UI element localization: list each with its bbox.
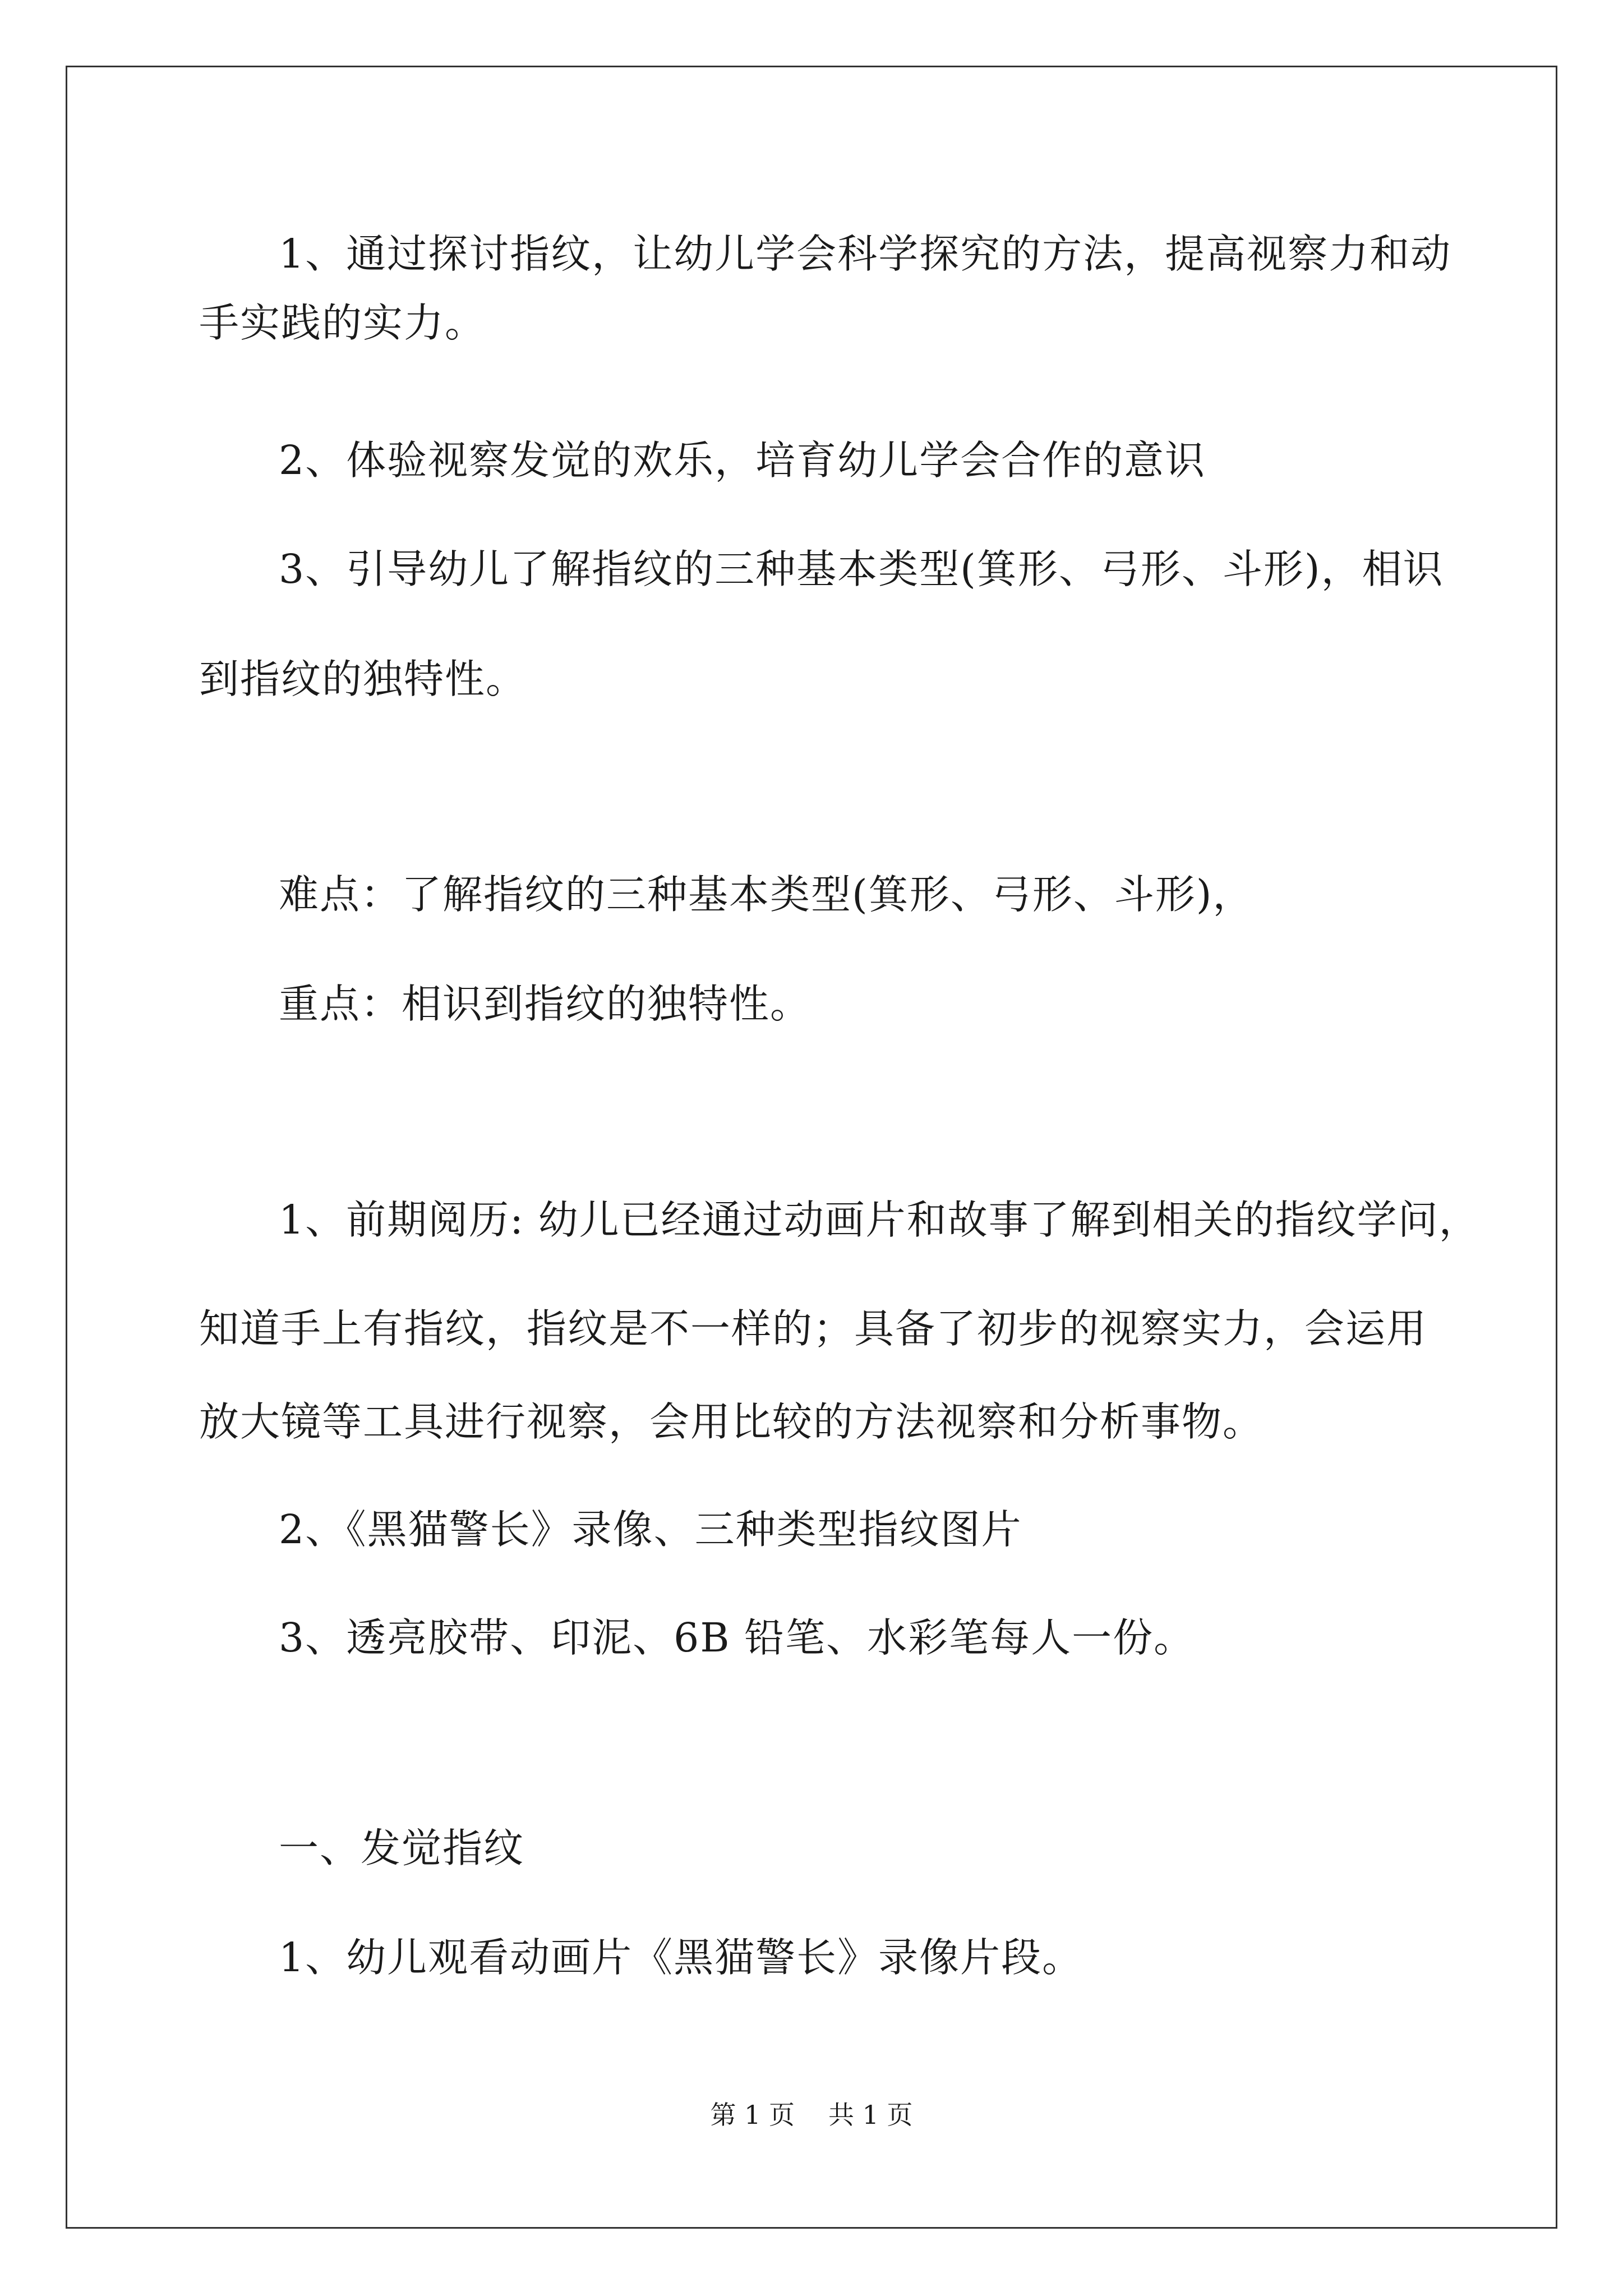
- goal-item-1-line-1: 1、通过探讨指纹，让幼儿学会科学探究的方法，提高视察力和动: [279, 231, 1452, 277]
- process-step-1: 1、幼儿观看动画片《黑猫警长》录像片段。: [279, 1934, 1083, 1981]
- preparation-item-3: 3、透亮胶带、印泥、6B 铅笔、水彩笔每人一份。: [279, 1614, 1195, 1661]
- section-title-discover-fingerprints: 一、发觉指纹: [279, 1825, 525, 1871]
- page-border: [66, 66, 1557, 2229]
- preparation-item-1-line-1: 1、前期阅历: 幼儿已经通过动画片和故事了解到相关的指纹学问，: [279, 1197, 1480, 1243]
- page-total: 共 1 页: [828, 2100, 913, 2130]
- goal-item-2: 2、体验视察发觉的欢乐，培育幼儿学会合作的意识: [279, 437, 1206, 484]
- preparation-item-1-line-3: 放大镜等工具进行视察，会用比较的方法视察和分析事物。: [199, 1398, 1264, 1445]
- goal-item-3-line-2: 到指纹的独特性。: [199, 656, 527, 702]
- page-footer: [0, 2098, 1623, 2132]
- goal-item-1-line-2: 手实践的实力。: [199, 300, 486, 346]
- difficulty-point: 难点：了解指纹的三种基本类型(箕形、弓形、斗形)，: [279, 871, 1254, 918]
- page-number: 第 1 页: [710, 2100, 795, 2130]
- preparation-item-1-line-2: 知道手上有指纹，指纹是不一样的；具备了初步的视察实力，会运用: [199, 1305, 1428, 1352]
- preparation-item-2: 2、《黑猫警长》录像、三种类型指纹图片: [279, 1506, 1022, 1553]
- goal-item-3-line-1: 3、引导幼儿了解指纹的三种基本类型(箕形、弓形、斗形)，相识: [279, 546, 1444, 592]
- key-point: 重点：相识到指纹的独特性。: [279, 981, 811, 1027]
